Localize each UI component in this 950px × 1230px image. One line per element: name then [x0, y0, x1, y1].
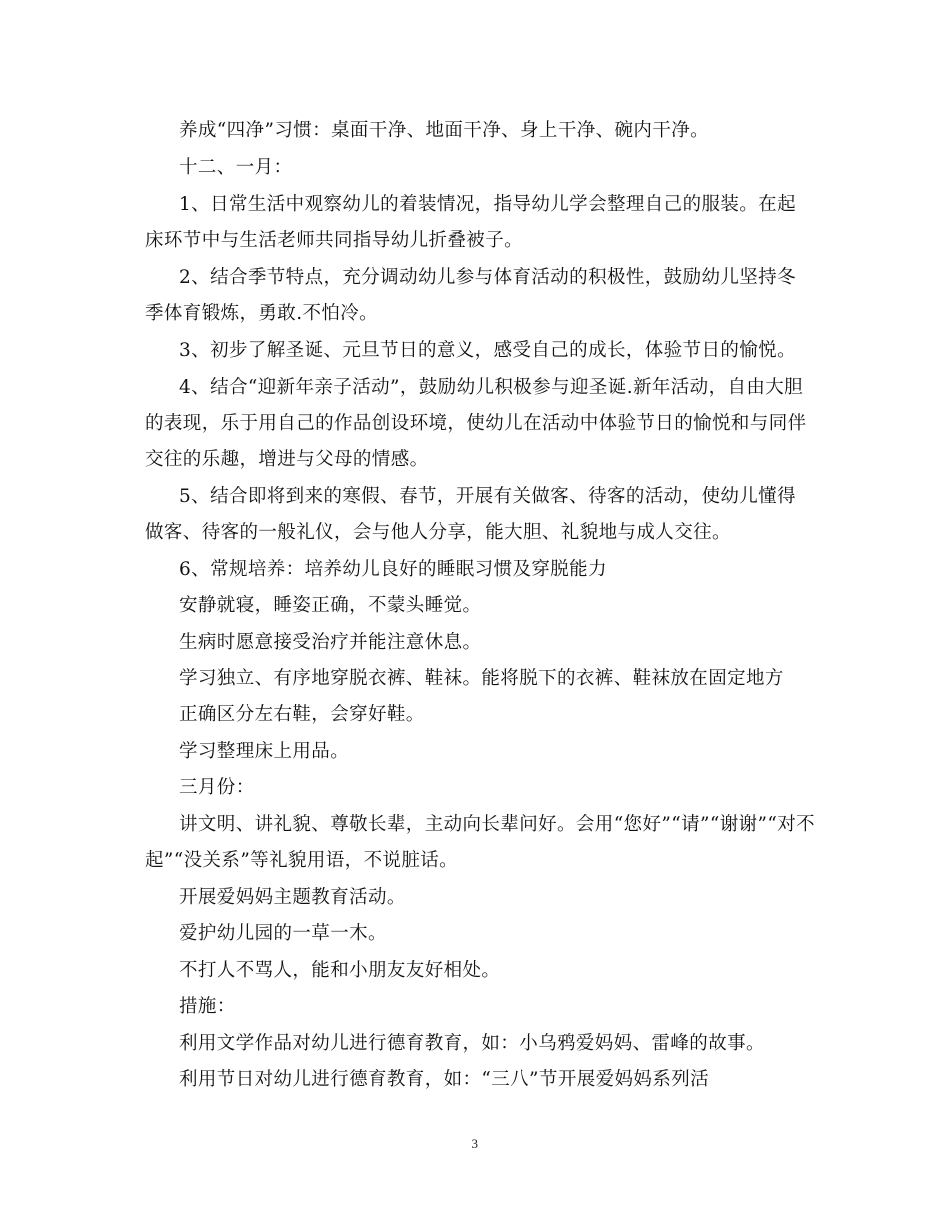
text-line: 讲文明、讲礼貌、尊敬长辈，主动向长辈问好。会用“您好”“请”“谢谢”“对不	[179, 814, 816, 835]
text-line: 5、结合即将到来的寒假、春节，开展有关做客、待客的活动，使幼儿懂得	[179, 486, 796, 507]
text-line: 学习整理床上用品。	[179, 741, 350, 762]
text-line: 利用节日对幼儿进行德育教育，如：“三八”节开展爱妈妈系列活	[179, 1069, 710, 1090]
text-line: 2、结合季节特点，充分调动幼儿参与体育活动的积极性，鼓励幼儿坚持冬	[179, 267, 796, 288]
text-line: 起”“没关系”等礼貌用语，不说脏话。	[145, 850, 459, 871]
text-line: 十二、一月：	[179, 157, 293, 178]
page-number: 3	[471, 1136, 479, 1151]
text-line: 3、初步了解圣诞、元旦节日的意义，感受自己的成长，体验节日的愉悦。	[179, 340, 796, 361]
text-line: 措施：	[179, 996, 236, 1017]
text-line: 做客、待客的一般礼仪，会与他人分享，能大胆、礼貌地与成人交往。	[145, 522, 731, 543]
text-line: 养成“四净”习惯：桌面干净、地面干净、身上干净、碗内干净。	[179, 120, 710, 141]
text-line: 学习独立、有序地穿脱衣裤、鞋袜。能将脱下的衣裤、鞋袜放在固定地方	[179, 668, 784, 689]
text-line: 6、常规培养：培养幼儿良好的睡眠习惯及穿脱能力	[179, 559, 607, 580]
text-line: 交往的乐趣，增进与父母的情感。	[145, 449, 429, 470]
text-line: 的表现，乐于用自己的作品创设环境，使幼儿在活动中体验节日的愉悦和与同伴	[145, 413, 807, 434]
text-line: 安静就寝，睡姿正确，不蒙头睡觉。	[179, 595, 482, 616]
text-line: 4、结合“迎新年亲子活动”，鼓励幼儿积极参与迎圣诞.新年活动，自由大胆	[179, 377, 804, 398]
text-line: 季体育锻炼，勇敢.不怕冷。	[145, 303, 379, 324]
text-line: 1、日常生活中观察幼儿的着装情况，指导幼儿学会整理自己的服装。在起	[179, 194, 796, 215]
text-line: 利用文学作品对幼儿进行德育教育，如：小乌鸦爱妈妈、雷峰的故事。	[179, 1033, 765, 1054]
text-line: 三月份：	[179, 777, 255, 798]
text-line: 不打人不骂人，能和小朋友友好相处。	[179, 960, 501, 981]
text-line: 开展爱妈妈主题教育活动。	[179, 887, 406, 908]
text-line: 床环节中与生活老师共同指导幼儿折叠被子。	[145, 230, 524, 251]
text-line: 爱护幼儿园的一草一木。	[179, 923, 387, 944]
text-line: 生病时愿意接受治疗并能注意休息。	[179, 632, 482, 653]
text-line: 正确区分左右鞋，会穿好鞋。	[179, 704, 425, 725]
